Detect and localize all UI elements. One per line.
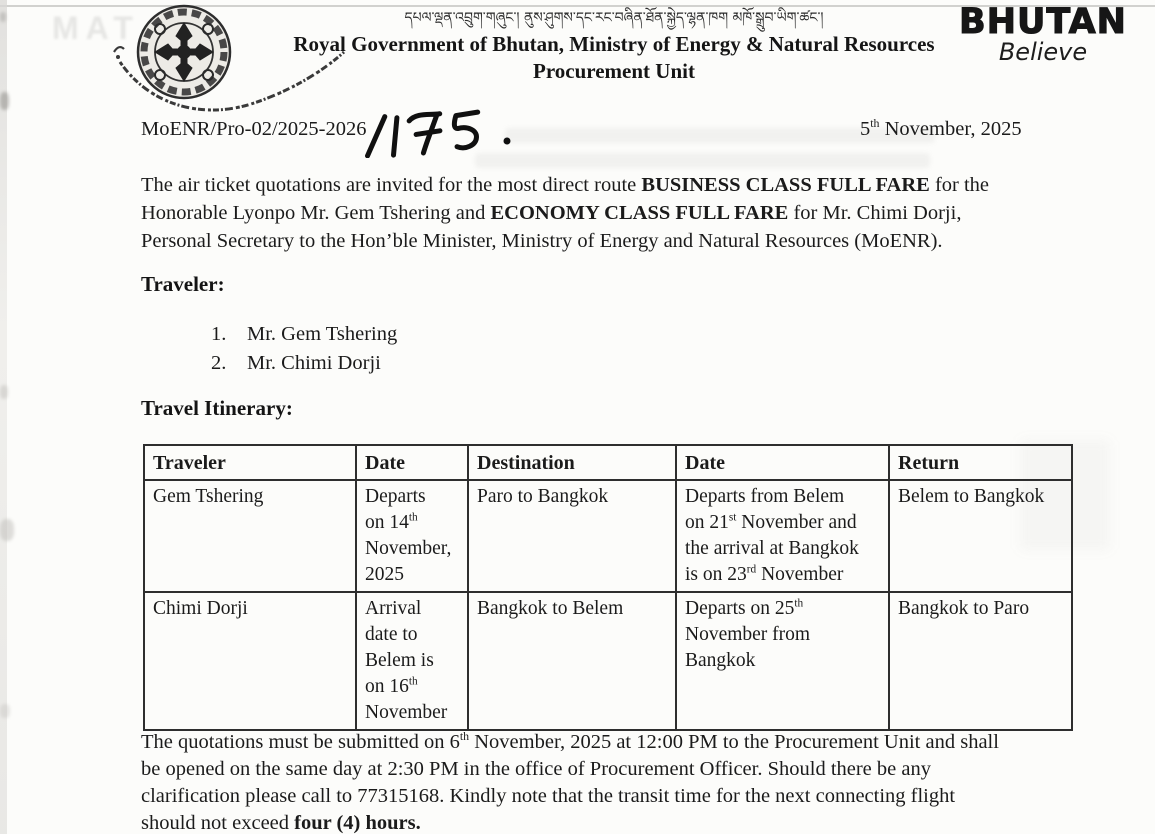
table-row bbox=[144, 480, 1072, 592]
traveler-name: Mr. Chimi Dorji bbox=[247, 351, 381, 374]
column-header: Traveler bbox=[144, 445, 356, 480]
procurement-unit-title: Procurement Unit bbox=[533, 59, 695, 83]
table-cell: Departs on 14th November, 2025 bbox=[356, 480, 468, 592]
traveler-heading: Traveler: bbox=[141, 272, 225, 296]
brand-wordmark: BHUTAN bbox=[959, 2, 1127, 42]
list-item bbox=[211, 320, 397, 349]
table-cell: Gem Tshering bbox=[144, 480, 356, 592]
itinerary-table bbox=[143, 444, 1073, 731]
handwritten-serial-number bbox=[352, 106, 522, 158]
table-header-row bbox=[144, 445, 1072, 480]
list-item bbox=[211, 349, 397, 378]
column-header: Date bbox=[356, 445, 468, 480]
brand-tagline: Believe bbox=[998, 38, 1088, 66]
ministry-title: Royal Government of Bhutan, Ministry of Energy & Natural Resources bbox=[293, 32, 935, 56]
list-number: 2. bbox=[211, 351, 227, 374]
column-header: Return bbox=[889, 445, 1072, 480]
scan-smudge bbox=[0, 519, 14, 541]
ink-dot bbox=[504, 138, 511, 145]
bleedthrough-text: MAT bbox=[52, 10, 140, 46]
reference-number: MoENR/Pro-02/2025-2026 bbox=[141, 118, 367, 140]
letter-date: 5th November, 2025 bbox=[860, 116, 1022, 140]
dzongkha-header-line: དཔལ་ལྡན་འབྲུག་གཞུང་། ནུས་ཤུགས་དང་རང་བཞིན་ཐོན་སྐྱེད་ལྷན་ཁག མཁོ་སྒྲུབ་ཡིག་ཚང་། bbox=[404, 10, 824, 26]
closing-paragraph: The quotations must be submitted on 6th November, 2025 at 12:00 PM to the Procurement Unit and shall be opened on the same day at 2:30 PM in the office of Procurement Officer. Should there be any clarification please call to 77315168. Kindly note that the transit time for the next connecting flight should not exceed four (4) hours. bbox=[141, 729, 999, 834]
scan-smudge bbox=[0, 704, 10, 718]
table-cell: Bangkok to Paro bbox=[889, 592, 1072, 730]
intro-paragraph: The air ticket quotations are invited for the most direct route BUSINESS CLASS FULL FARE for the Honorable Lyonpo Mr. Gem Tshering and ECONOMY CLASS FULL FARE for Mr. Chimi Dorji, Personal Secretary to the Hon’ble Minister, Ministry of Energy and Natural Resources (MoENR). bbox=[141, 174, 990, 252]
list-number: 1. bbox=[211, 323, 227, 345]
traveler-list bbox=[211, 320, 397, 377]
column-header: Destination bbox=[468, 445, 676, 480]
scan-smudge bbox=[0, 92, 9, 110]
table-cell: Departs on 25th November from Bangkok bbox=[676, 592, 889, 730]
table-cell: Departs from Belem on 21st November and the arrival at Bangkok is on 23rd November bbox=[676, 480, 889, 592]
itinerary-heading: Travel Itinerary: bbox=[141, 396, 293, 420]
scan-smudge bbox=[0, 12, 6, 22]
table-cell: Belem to Bangkok bbox=[889, 480, 1072, 592]
column-header: Date bbox=[676, 445, 889, 480]
bhutan-brand-logo bbox=[956, 4, 1130, 65]
table-row bbox=[144, 592, 1072, 730]
table-cell: Arrival date to Belem is on 16th November bbox=[356, 592, 468, 730]
table-cell: Bangkok to Belem bbox=[468, 592, 676, 730]
table-cell: Chimi Dorji bbox=[144, 592, 356, 730]
scan-smudge bbox=[0, 385, 8, 399]
table-cell: Paro to Bangkok bbox=[468, 480, 676, 592]
letterhead bbox=[268, 7, 960, 84]
bleedthrough-line bbox=[475, 153, 930, 168]
traveler-name: Mr. Gem Tshering bbox=[247, 323, 398, 345]
